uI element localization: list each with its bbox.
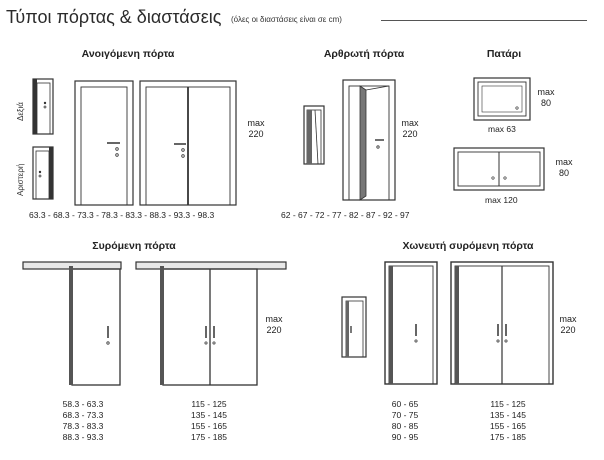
size-row: 175 - 185	[191, 432, 227, 442]
max-value: 220	[402, 129, 418, 139]
folding-max-height	[398, 118, 422, 140]
sliding-title: Συρόμενη πόρτα	[92, 240, 176, 252]
folding-small	[304, 106, 324, 164]
loft-large	[454, 148, 544, 190]
max-value: 80	[540, 98, 551, 108]
hinged-right-label: Δεξιά	[16, 102, 25, 121]
max-value: 220	[248, 129, 264, 139]
hinged-single-door	[75, 81, 133, 205]
pocket-title: Χωνευτή συρόμενη πόρτα	[402, 240, 534, 252]
size-row: 78.3 - 83.3	[62, 421, 104, 431]
size-row: 135 - 145	[191, 410, 227, 420]
max-label: max	[401, 118, 419, 128]
size-row: 115 - 125	[490, 399, 526, 409]
size-row: 60 - 65	[391, 399, 419, 409]
hinged-left-small	[33, 147, 53, 199]
size-row: 155 - 165	[490, 421, 526, 431]
folding-large	[343, 80, 395, 200]
pocket-single-sizes	[375, 399, 435, 443]
sliding-double-sizes	[179, 399, 239, 443]
pocket-max-height	[556, 314, 580, 336]
max-label: max	[247, 118, 265, 128]
hinged-max-height	[244, 118, 268, 140]
pocket-small	[342, 297, 366, 357]
size-row: 68.3 - 73.3	[62, 410, 104, 420]
size-row: 175 - 185	[490, 432, 526, 442]
hinged-title: Ανοιγόμενη πόρτα	[81, 48, 175, 60]
hinged-widths: 63.3 - 68.3 - 73.3 - 78.3 - 83.3 - 88.3 - 93.3 - 98.3	[29, 210, 215, 220]
sliding-single-door	[23, 262, 121, 385]
max-label: max	[537, 87, 555, 97]
loft-small-max-height	[534, 87, 558, 109]
pocket-double-door	[451, 262, 553, 384]
max-label: max	[555, 157, 573, 167]
size-row: 88.3 - 93.3	[62, 432, 104, 442]
loft-small-width: max 63	[488, 124, 516, 134]
sliding-max-height	[262, 314, 286, 336]
size-row: 115 - 125	[191, 399, 227, 409]
pocket-single-door	[385, 262, 437, 384]
hinged-right-small	[33, 79, 53, 134]
loft-title: Πατάρι	[486, 48, 522, 60]
max-label: max	[265, 314, 283, 324]
page-title: Τύποι πόρτας & διαστάσεις	[6, 7, 222, 27]
max-value: 220	[266, 325, 282, 335]
loft-small	[474, 78, 530, 120]
max-label: max	[559, 314, 577, 324]
hinged-double-door	[140, 81, 236, 205]
size-row: 70 - 75	[391, 410, 419, 420]
loft-large-max-height	[552, 157, 576, 179]
max-value: 220	[560, 325, 576, 335]
hinged-left-label: Αριστερή	[16, 163, 25, 196]
size-row: 58.3 - 63.3	[62, 399, 104, 409]
pocket-double-sizes	[478, 399, 538, 443]
max-value: 80	[558, 168, 569, 178]
size-row: 90 - 95	[391, 432, 419, 442]
loft-large-width: max 120	[485, 195, 518, 205]
sliding-single-sizes	[53, 399, 113, 443]
size-row: 155 - 165	[191, 421, 227, 431]
folding-title: Αρθρωτή πόρτα	[323, 48, 405, 60]
units-note: (όλες οι διαστάσεις είναι σε cm)	[231, 15, 342, 24]
size-row: 135 - 145	[490, 410, 526, 420]
size-row: 80 - 85	[391, 421, 419, 431]
folding-widths: 62 - 67 - 72 - 77 - 82 - 87 - 92 - 97	[281, 210, 410, 220]
